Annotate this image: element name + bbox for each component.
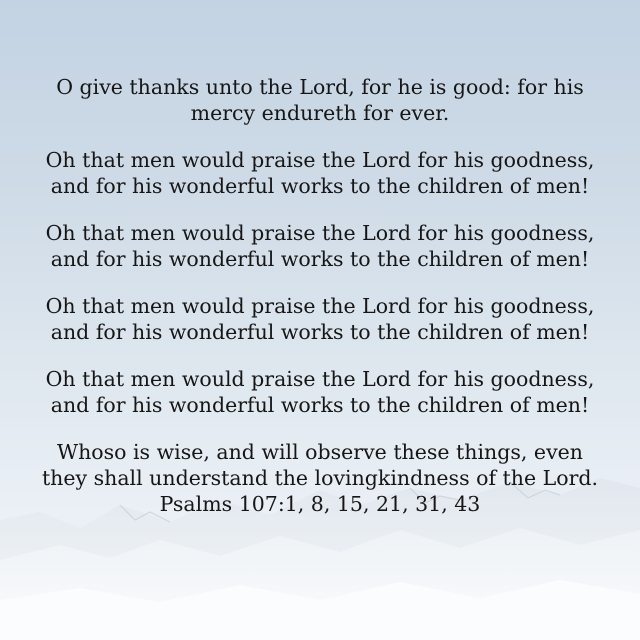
verse-31: Oh that men would praise the Lord for his goodness, and for his wonderful works to the children of men!: [45, 367, 595, 417]
verse-1: O give thanks unto the Lord, for he is good: for his mercy endureth for ever.: [56, 75, 584, 125]
verse-15: Oh that men would praise the Lord for his goodness, and for his wonderful works to the children of men!: [45, 221, 595, 271]
verse-21: Oh that men would praise the Lord for his goodness, and for his wonderful works to the children of men!: [45, 294, 595, 344]
verse-43: Whoso is wise, and will observe these things, even they shall understand the lovingkindness of the Lord.: [41, 440, 599, 490]
verse-8: Oh that men would praise the Lord for his goodness, and for his wonderful works to the children of men!: [45, 148, 595, 198]
scripture-text: [0, 74, 640, 517]
scripture-reference: Psalms 107:1, 8, 15, 21, 31, 43: [159, 492, 481, 516]
